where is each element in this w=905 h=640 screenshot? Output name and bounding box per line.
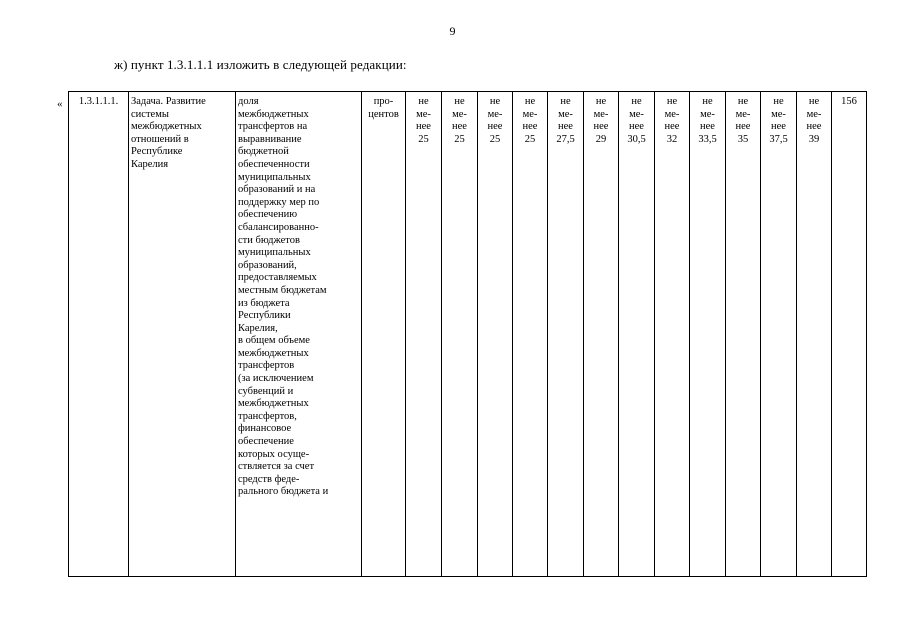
value-line: нее (700, 121, 715, 133)
target-value-cell (690, 92, 726, 577)
indicator-line: в общем объеме (238, 335, 310, 347)
target-value-cell (726, 92, 761, 577)
item-code: 1.3.1.1.1. (78, 96, 119, 107)
indicator-line: предоставляемых (238, 272, 317, 284)
unit-line: про- (373, 96, 394, 107)
task-line: межбюджетных (131, 121, 202, 133)
opening-quote: « (57, 98, 63, 110)
task-line: отношений в (131, 133, 189, 145)
value-line: нее (629, 121, 644, 133)
indicator-line: финансовое (238, 423, 292, 435)
indicator-line: межбюджетных (238, 347, 309, 359)
value-line: не (524, 96, 536, 107)
indicator-line: трансфертов, (238, 410, 297, 422)
indicator-line: средств феде- (238, 473, 300, 485)
target-value-cell (548, 92, 584, 577)
value-line: не (666, 96, 678, 107)
indicator-line: сбалансированно- (238, 221, 319, 233)
unit-line: центов (368, 108, 399, 120)
indicator-line: межбюджетных (238, 108, 309, 120)
indicator-line: муниципальных (238, 247, 311, 259)
amendment-heading: ж) пункт 1.3.1.1.1 изложить в следующей редакции: (114, 57, 407, 72)
value-line: нее (806, 121, 822, 133)
value-line: ме- (806, 108, 822, 120)
value-line: не (454, 96, 465, 107)
target-value-cell (797, 92, 832, 577)
value-line: нее (558, 121, 573, 133)
value-number: 37,5 (769, 133, 788, 145)
value-line: нее (735, 121, 751, 133)
value-line: не (631, 96, 642, 107)
indicator-line: субвенций и (238, 385, 294, 397)
value-line: ме- (700, 108, 715, 120)
value-line: нее (416, 121, 431, 133)
value-line: ме- (664, 108, 680, 120)
value-line: нее (593, 121, 609, 133)
value-line: не (418, 96, 429, 107)
value-number: 35 (737, 133, 749, 145)
value-line: ме- (593, 108, 609, 120)
value-line: нее (487, 121, 503, 133)
value-line: нее (771, 121, 786, 133)
value-number: 25 (524, 133, 536, 145)
value-line: ме- (487, 108, 503, 120)
value-line: нее (664, 121, 680, 133)
indicator-line: рального бюджета и (238, 486, 329, 498)
indicator-line: обеспечение (238, 436, 294, 448)
value-number: 39 (808, 133, 820, 145)
value-number: 29 (595, 133, 607, 145)
value-line: не (595, 96, 607, 107)
indicator-line: выравнивание (238, 133, 302, 145)
value-line: ме- (416, 108, 431, 120)
indicator-line: которых осуще- (238, 448, 310, 460)
value-number: 27,5 (556, 133, 575, 145)
indicator-line: образований, (238, 259, 297, 271)
indicator-line: межбюджетных (238, 398, 309, 410)
value-line: ме- (735, 108, 751, 120)
value-line: ме- (771, 108, 786, 120)
indicator-line: из бюджета (238, 297, 290, 309)
reference-number: 156 (841, 96, 857, 107)
target-value-cell (513, 92, 548, 577)
target-value-cell (619, 92, 655, 577)
value-number: 25 (489, 133, 501, 145)
indicator-line: поддержку мер по (238, 196, 320, 208)
value-line: не (773, 96, 784, 107)
indicator-line: муниципальных (238, 171, 311, 183)
indicator-line: Карелия, (238, 322, 278, 334)
value-line: нее (452, 121, 467, 133)
indicator-line: трансфертов на (238, 121, 308, 133)
value-number: 25 (454, 133, 465, 145)
indicator-line: местным бюджетам (238, 284, 327, 296)
value-number: 25 (418, 133, 429, 145)
indicator-cell (236, 92, 362, 577)
target-value-cell (406, 92, 442, 577)
value-line: не (560, 96, 571, 107)
value-line: не (737, 96, 749, 107)
value-line: ме- (629, 108, 644, 120)
unit-cell (362, 92, 406, 577)
value-line: не (808, 96, 820, 107)
indicator-line: обеспечению (238, 209, 298, 221)
indicator-line: ствляется за счет (238, 461, 315, 473)
value-line: не (489, 96, 501, 107)
indicator-line: трансфертов (238, 360, 295, 372)
value-number: 33,5 (698, 133, 717, 145)
target-value-cell (584, 92, 619, 577)
value-line: ме- (522, 108, 538, 120)
task-line: Задача. Развитие (131, 96, 206, 107)
indicator-line: доля (238, 96, 259, 107)
target-value-cell (442, 92, 478, 577)
value-line: нее (522, 121, 538, 133)
target-value-cell (478, 92, 513, 577)
indicator-line: бюджетной (238, 146, 289, 158)
value-number: 30,5 (627, 133, 646, 145)
page-number: 9 (449, 24, 456, 38)
value-number: 32 (666, 133, 678, 145)
indicator-line: обеспеченности (238, 158, 310, 170)
table-row (69, 92, 867, 577)
task-line: системы (131, 108, 169, 120)
task-line: Карелия (131, 158, 169, 170)
task-line: Республике (131, 146, 183, 158)
task-cell (129, 92, 236, 577)
indicator-line: (за исключением (238, 373, 314, 385)
indicator-line: Республики (238, 310, 291, 322)
value-line: ме- (558, 108, 573, 120)
item-code-cell (69, 92, 129, 577)
value-line: ме- (452, 108, 467, 120)
reference-cell (832, 92, 867, 577)
value-line: не (702, 96, 713, 107)
target-value-cell (655, 92, 690, 577)
indicator-line: образований и на (238, 184, 316, 196)
target-value-cell (761, 92, 797, 577)
indicator-table (68, 91, 867, 577)
indicator-line: сти бюджетов (238, 234, 300, 246)
